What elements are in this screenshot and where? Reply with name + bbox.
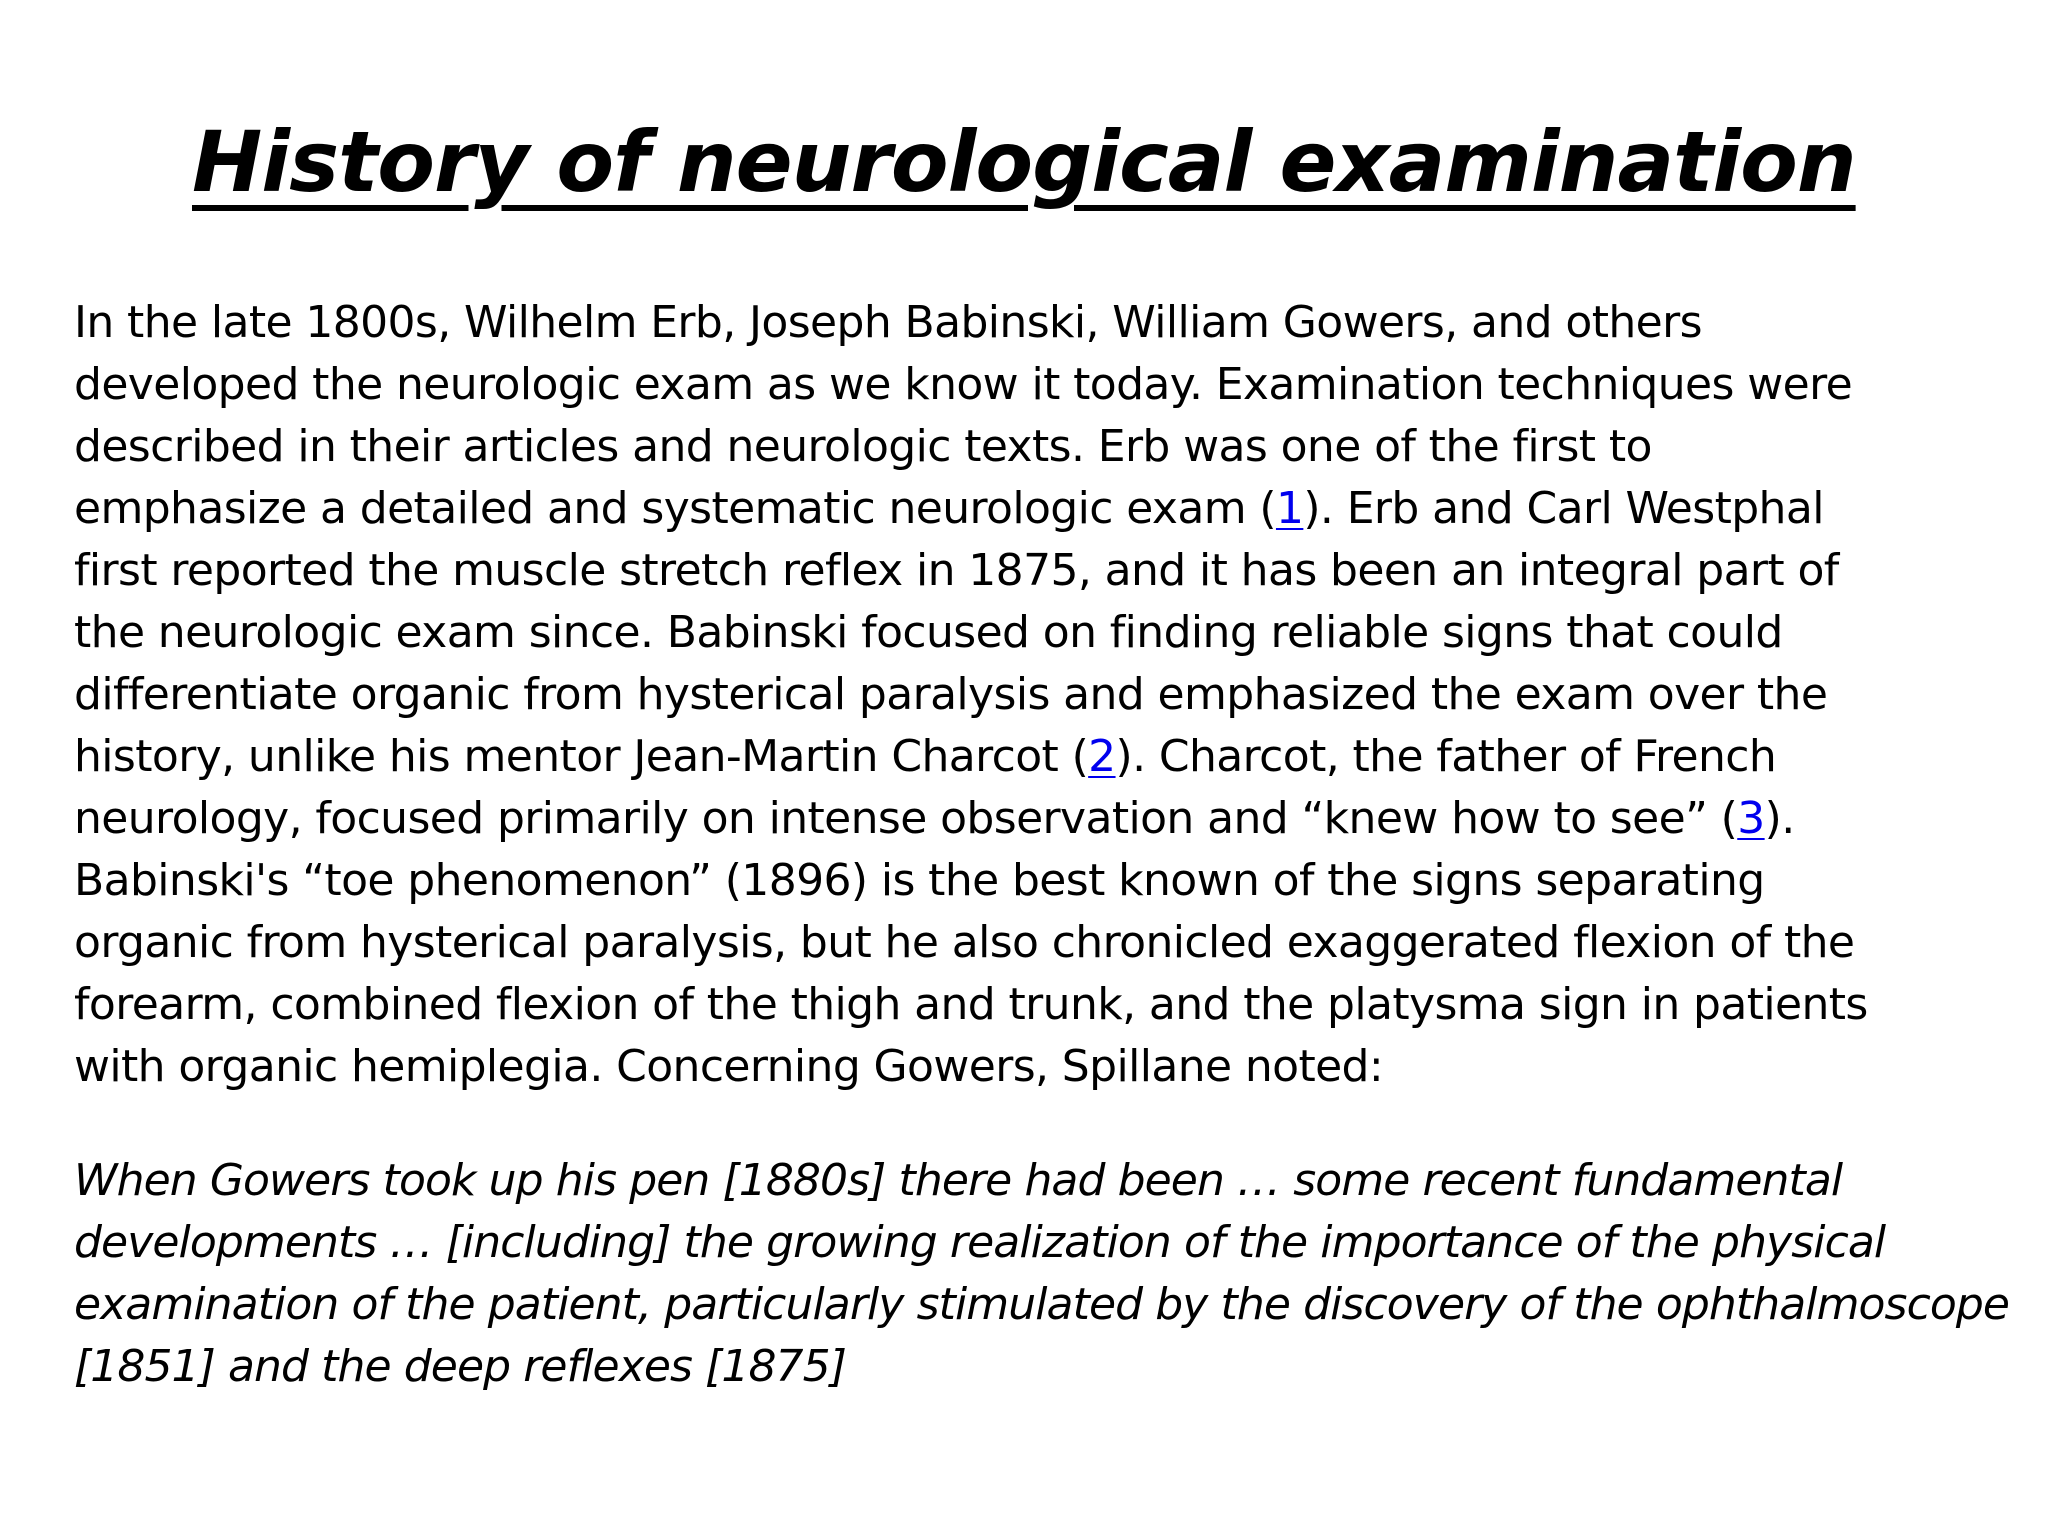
line-text: ). Charcot, the father of French [1115, 731, 1777, 782]
paragraph-line: the neurologic exam since. Babinski focused on finding reliable signs that could [74, 607, 1783, 658]
line-text: history, unlike his mentor Jean-Martin Charcot ( [74, 731, 1089, 782]
paragraph-line [74, 478, 2034, 540]
paragraph-line: developed the neurologic exam as we know it today. Examination techniques were [74, 359, 1853, 410]
paragraph-line: Babinski's “toe phenomenon” (1896) is the best known of the signs separating [74, 855, 1765, 906]
slide-title: History of neurological examination [192, 113, 1856, 211]
paragraph-line [74, 726, 2034, 788]
quote-line: developments … [including] the growing realization of the importance of the physical [74, 1217, 1886, 1268]
reference-link-3[interactable]: 3 [1737, 793, 1765, 844]
paragraph-line: with organic hemiplegia. Concerning Gowers, Spillane noted: [74, 1041, 1384, 1092]
quote-line: When Gowers took up his pen [1880s] there had been … some recent fundamental [74, 1155, 1843, 1206]
paragraph-line: first reported the muscle stretch reflex in 1875, and it has been an integral part of [74, 545, 1839, 596]
paragraph-line: organic from hysterical paralysis, but he also chronicled exaggerated flexion of the [74, 917, 1855, 968]
paragraph-line: forearm, combined flexion of the thigh and trunk, and the platysma sign in patients [74, 979, 1868, 1030]
paragraph-line: described in their articles and neurologic texts. Erb was one of the first to [74, 421, 1652, 472]
paragraph-line [74, 788, 2034, 850]
quote-line: [1851] and the deep reflexes [1875] [74, 1341, 847, 1392]
paragraph-line: differentiate organic from hysterical paralysis and emphasized the exam over the [74, 669, 1828, 720]
block-quote [74, 1150, 2034, 1398]
quote-line: examination of the patient, particularly stimulated by the discovery of the ophthalmoscope [74, 1279, 2010, 1330]
paragraph-line: In the late 1800s, Wilhelm Erb, Joseph Babinski, William Gowers, and others [74, 297, 1702, 348]
line-text: emphasize a detailed and systematic neurologic exam ( [74, 483, 1276, 534]
line-text: ). [1764, 793, 1795, 844]
body-paragraph [74, 292, 2034, 1098]
line-text: ). Erb and Carl Westphal [1303, 483, 1824, 534]
reference-link-1[interactable]: 1 [1275, 483, 1304, 534]
line-text: neurology, focused primarily on intense observation and “knew how to see” ( [74, 793, 1738, 844]
reference-link-2[interactable]: 2 [1088, 731, 1116, 782]
